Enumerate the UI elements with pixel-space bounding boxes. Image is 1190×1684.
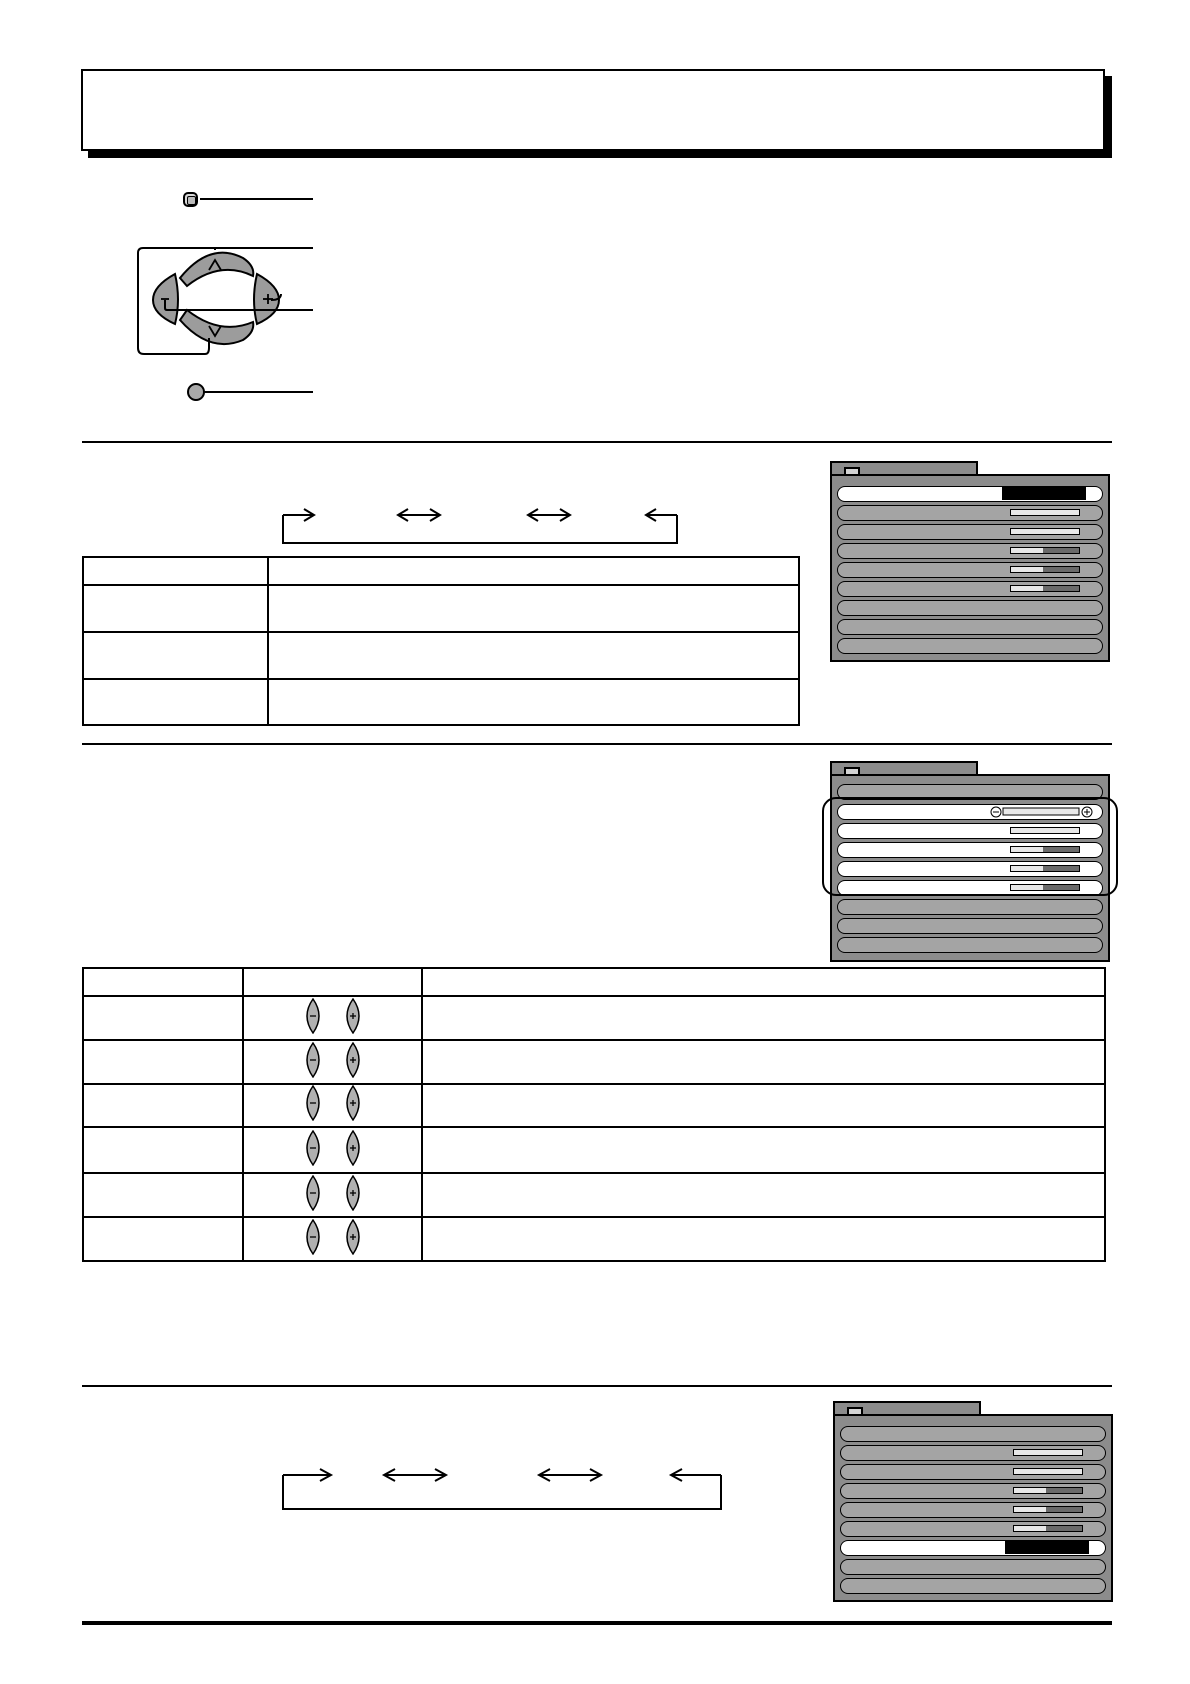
footer-rule [82,1621,1112,1625]
osd-menu-row[interactable] [837,562,1103,578]
osd-menu-row[interactable] [837,543,1103,559]
table-row [83,1084,1105,1127]
minus-plus-buttons [244,1175,421,1216]
osd-menu-row[interactable] [837,899,1103,915]
osd-menu-row[interactable] [840,1483,1106,1499]
minus-plus-buttons [244,998,421,1039]
osd-menu-row[interactable] [840,1559,1106,1575]
menu-key-leader [200,198,313,200]
table-row [83,1217,1105,1261]
mode-table [82,556,800,726]
osd-menu-row[interactable] [840,1502,1106,1518]
table-row [83,1040,1105,1084]
minus-button-icon [302,1219,324,1260]
osd-menu-row[interactable] [840,1426,1106,1442]
minus-button-icon [302,998,324,1039]
table-row [83,996,1105,1040]
mode-cycle-diagram [280,1465,724,1513]
adjustment-table [82,967,1106,1262]
osd-menu-row[interactable] [840,1540,1106,1556]
osd-menu-row[interactable] [837,505,1103,521]
page-title-box [81,69,1105,151]
minus-plus-buttons [244,1085,421,1126]
plus-button-icon [342,1130,364,1171]
osd-menu-row[interactable] [837,638,1103,654]
plus-button-icon [342,1175,364,1216]
section-divider [82,441,1112,443]
minus-plus-buttons [244,1130,421,1171]
osd-menu-row[interactable] [837,619,1103,635]
osd-menu-row[interactable] [837,600,1103,616]
plus-button-icon [342,1042,364,1083]
table-row [83,585,799,632]
minus-button-icon [302,1130,324,1171]
plus-button-icon [342,1085,364,1126]
osd-menu-row[interactable] [837,581,1103,597]
minus-button-icon [302,1042,324,1083]
table-row [83,968,1105,996]
highlight-frame [822,797,1118,896]
minus-button-icon [302,1175,324,1216]
section-divider [82,1385,1112,1387]
round-key-leader [204,391,313,393]
table-row [83,679,799,725]
table-row [83,632,799,679]
osd-menu-row[interactable] [837,937,1103,953]
minus-button-icon [302,1085,324,1126]
osd-menu [830,474,1110,662]
osd-menu-row[interactable] [840,1464,1106,1480]
osd-menu-row[interactable] [840,1445,1106,1461]
osd-menu-row[interactable] [837,486,1103,502]
minus-plus-buttons [244,1042,421,1083]
table-row [83,557,799,585]
osd-menu-row[interactable] [837,524,1103,540]
osd-menu-row[interactable] [840,1521,1106,1537]
table-row [83,1127,1105,1173]
osd-menu-row[interactable] [840,1578,1106,1594]
round-button-icon [187,383,205,401]
table-row [83,1173,1105,1217]
minus-plus-buttons [244,1219,421,1260]
section-divider [82,743,1112,745]
mode-cycle-diagram [280,505,680,549]
osd-menu-row[interactable] [837,918,1103,934]
menu-key-icon [183,192,198,207]
directional-pad-icon [135,238,315,358]
plus-button-icon [342,1219,364,1260]
osd-menu [833,1414,1113,1602]
plus-button-icon [342,998,364,1039]
